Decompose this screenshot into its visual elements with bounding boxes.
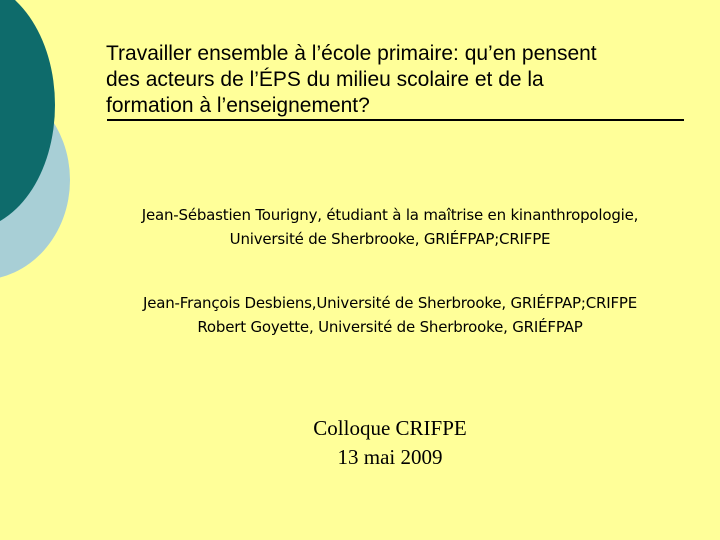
title-line: des acteurs de l’ÉPS du milieu scolaire et de la [106,68,544,91]
slide-title [106,41,696,119]
author-line: Robert Goyette, Université de Sherbrooke, GRIÉFPAP [197,318,583,336]
title-line: Travailler ensemble à l’école primaire: qu’en pensent [106,42,597,65]
authors-block-secondary [60,291,720,339]
authors-block-primary [60,203,720,251]
title-underline [107,119,684,121]
title-line: formation à l’enseignement? [106,94,370,117]
author-line: Jean-François Desbiens,Université de Sherbrooke, GRIÉFPAP;CRIFPE [143,294,637,312]
event-date: 13 mai 2009 [337,445,443,469]
author-line: Jean-Sébastien Tourigny, étudiant à la maîtrise en kinanthropologie, [141,206,639,224]
event-name: Colloque CRIFPE [313,416,467,440]
event-info [240,414,540,472]
author-line: Université de Sherbrooke, GRIÉFPAP;CRIFPE [229,230,551,248]
